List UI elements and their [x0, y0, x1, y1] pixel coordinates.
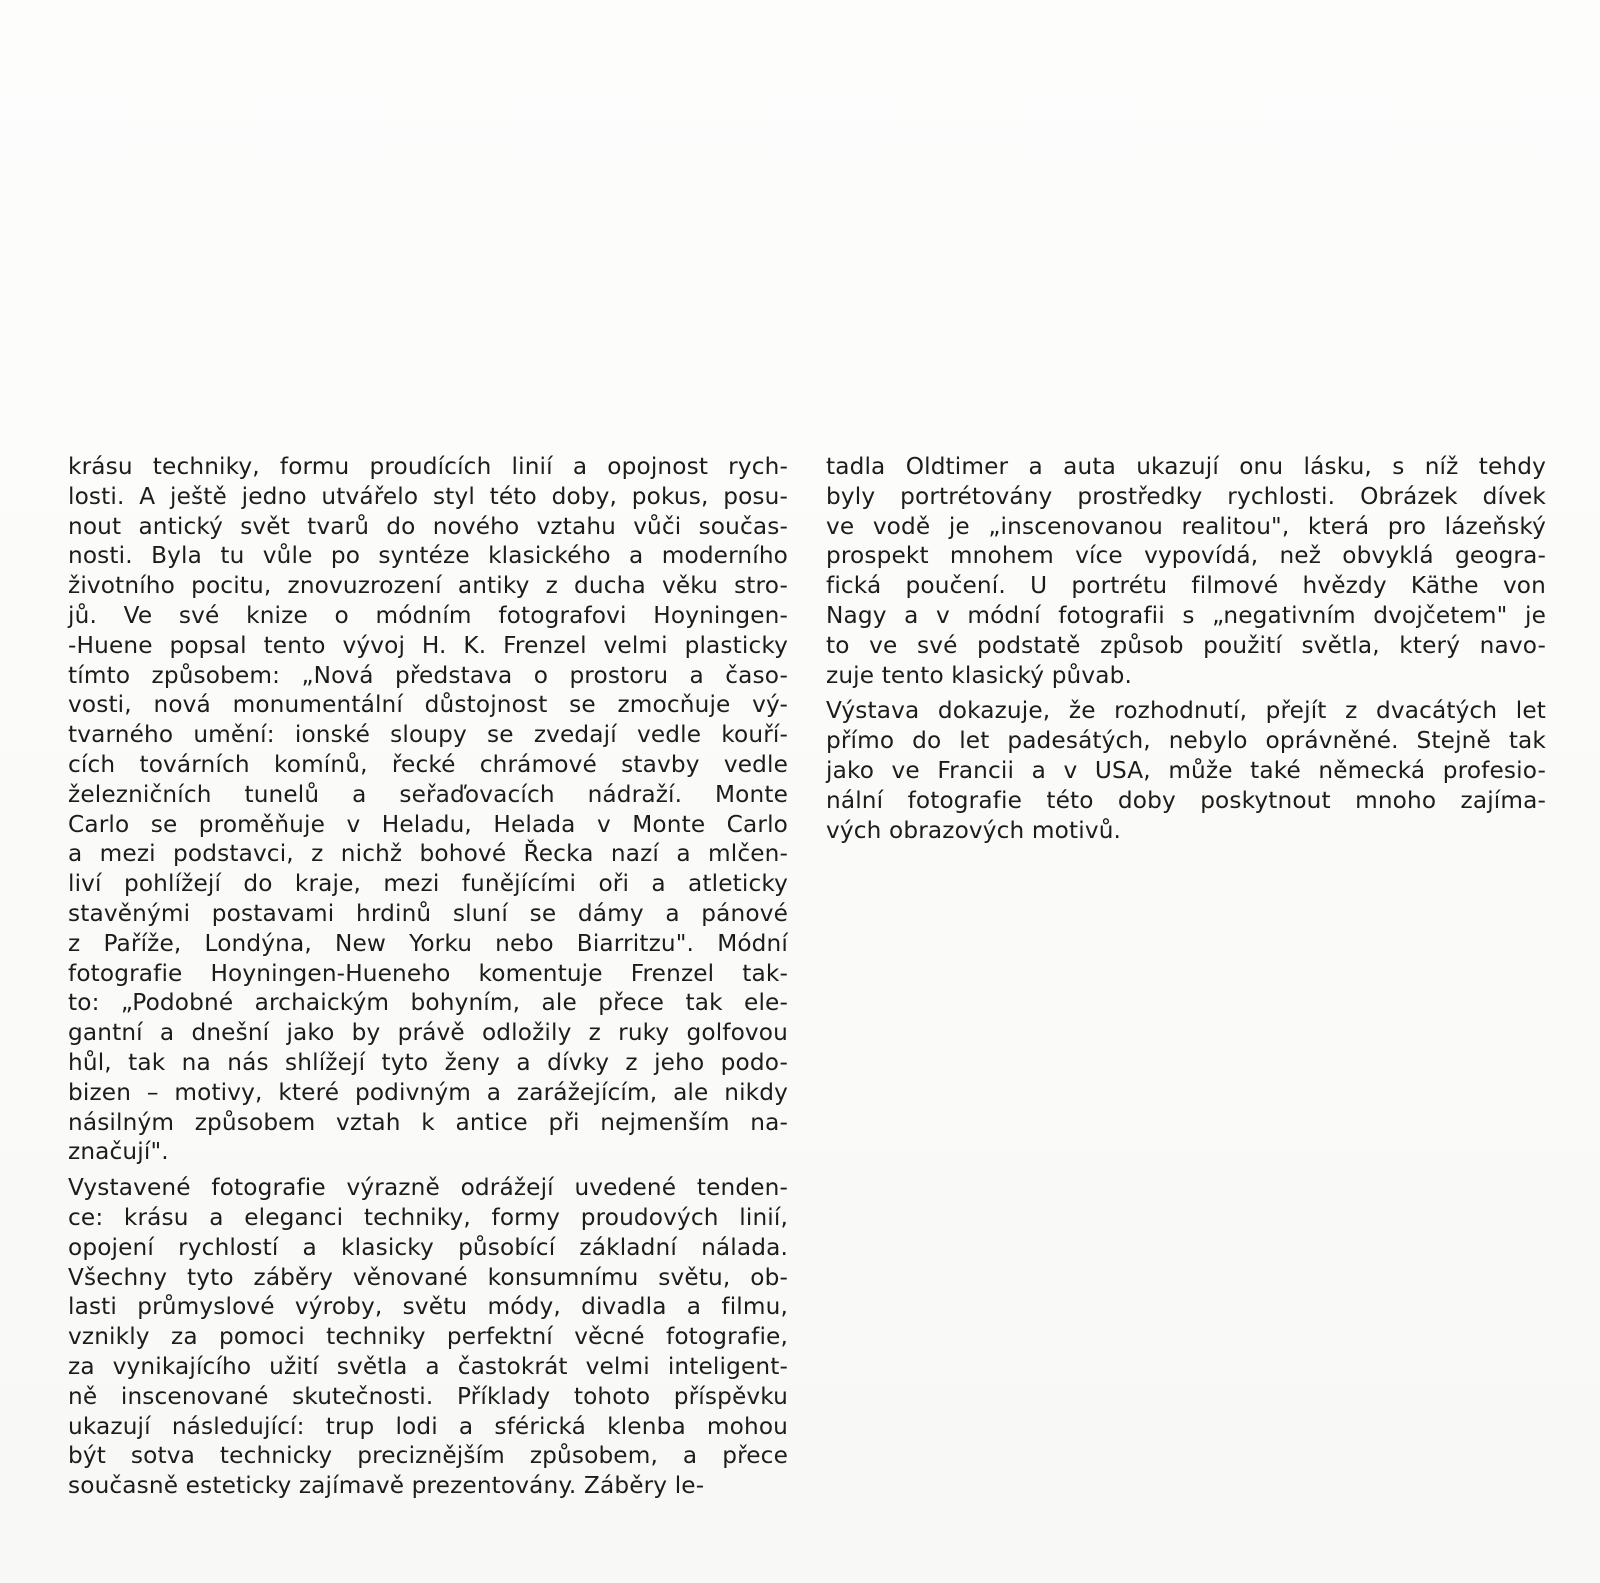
text-line: být sotva technicky preciznějším způsobem, a přece	[68, 1442, 788, 1470]
text-line: opojení rychlostí a klasicky působící základní nálada.	[68, 1233, 788, 1261]
text-line: Nagy a v módní fotografii s „negativním dvojčetem" je	[826, 601, 1546, 629]
text-line: tímto způsobem: „Nová představa o prostoru a časo-	[68, 661, 788, 689]
left-paragraph-1	[68, 452, 788, 1167]
text-line: zuje tento klasický půvab.	[826, 661, 1133, 689]
text-line: Výstava dokazuje, že rozhodnutí, přejít z dvacátých let	[826, 697, 1546, 725]
text-line: -Huene popsal tento vývoj H. K. Frenzel velmi plasticky	[68, 631, 788, 659]
text-line: nosti. Byla tu vůle po syntéze klasického a moderního	[68, 542, 788, 570]
text-line: železničních tunelů a seřaďovacích nádraží. Monte	[68, 780, 788, 808]
text-line: losti. A ještě jedno utvářelo styl této doby, pokus, posu-	[68, 482, 788, 510]
right-paragraph-1	[826, 452, 1546, 690]
text-line: byly portrétovány prostředky rychlosti. Obrázek dívek	[826, 482, 1546, 510]
text-line: lasti průmyslové výroby, světu módy, divadla a filmu,	[68, 1293, 788, 1321]
left-text-column	[68, 452, 788, 1501]
text-line: Carlo se proměňuje v Heladu, Helada v Monte Carlo	[68, 810, 788, 838]
right-text-column	[826, 452, 1546, 845]
text-line: z Paříže, Londýna, New Yorku nebo Biarritzu". Módní	[68, 929, 788, 957]
text-line: násilným způsobem vztah k antice při nejmenším na-	[68, 1108, 788, 1136]
text-line: gantní a dnešní jako by právě odložily z ruky golfovou	[68, 1019, 788, 1047]
text-line: stavěnými postavami hrdinů sluní se dámy a pánové	[68, 899, 788, 927]
text-line: tadla Oldtimer a auta ukazují onu lásku, s níž tehdy	[826, 453, 1546, 480]
text-line: ně inscenované skutečnosti. Příklady tohoto příspěvku	[68, 1382, 788, 1410]
text-line: jů. Ve své knize o módním fotografovi Hoyningen-	[68, 601, 788, 629]
text-line: to: „Podobné archaickým bohyním, ale přece tak ele-	[68, 989, 788, 1017]
right-paragraph-2	[826, 696, 1546, 845]
text-line: životního pocitu, znovuzrození antiky z ducha věku stro-	[68, 572, 788, 600]
text-line: značují".	[68, 1138, 169, 1166]
text-line: fotografie Hoyningen-Hueneho komentuje Frenzel tak-	[68, 959, 788, 987]
text-line: to ve své podstatě způsob použití světla, který navo-	[826, 631, 1546, 659]
text-line: přímo do let padesátých, nebylo oprávněné. Stejně tak	[826, 727, 1546, 755]
text-line: bizen – motivy, které podivným a zarážejícím, ale nikdy	[68, 1078, 788, 1106]
text-line: Vystavené fotografie výrazně odrážejí uvedené tenden-	[68, 1174, 788, 1202]
text-line: nout antický svět tvarů do nového vztahu vůči součas-	[68, 512, 788, 540]
text-line: cích továrních komínů, řecké chrámové stavby vedle	[68, 750, 788, 778]
text-line: nální fotografie této doby poskytnout mnoho zajíma-	[826, 786, 1546, 814]
text-line: vosti, nová monumentální důstojnost se zmocňuje vý-	[68, 691, 788, 719]
text-line: ce: krásu a eleganci techniky, formy proudových linií,	[68, 1203, 788, 1231]
text-line: vznikly za pomoci techniky perfektní věcné fotografie,	[68, 1323, 788, 1351]
text-line: jako ve Francii a v USA, může také německá profesio-	[826, 756, 1546, 784]
text-line: Všechny tyto záběry věnované konsumnímu světu, ob-	[68, 1263, 788, 1291]
text-line: liví pohlížejí do kraje, mezi funějícími oři a atleticky	[68, 870, 788, 898]
text-line: fická poučení. U portrétu filmové hvězdy Käthe von	[826, 572, 1546, 600]
text-line: ukazují následující: trup lodi a sférická klenba mohou	[68, 1412, 788, 1440]
text-line: krásu techniky, formu proudících linií a opojnost rych-	[68, 453, 788, 480]
text-line: prospekt mnohem více vypovídá, než obvyklá geogra-	[826, 542, 1546, 570]
text-line: současně esteticky zajímavě prezentovány. Záběry le-	[68, 1472, 705, 1500]
text-line: a mezi podstavci, z nichž bohové Řecka nazí a mlčen-	[68, 840, 788, 868]
text-line: za vynikajícího užití světla a častokrát velmi inteligent-	[68, 1352, 788, 1380]
left-paragraph-2	[68, 1173, 788, 1501]
text-line: ve vodě je „inscenovanou realitou", která pro lázeňský	[826, 512, 1546, 540]
text-line: vých obrazových motivů.	[826, 816, 1122, 844]
text-line: hůl, tak na nás shlížejí tyto ženy a dívky z jeho podo-	[68, 1048, 788, 1076]
text-line: tvarného umění: ionské sloupy se zvedají vedle kouří-	[68, 721, 788, 749]
